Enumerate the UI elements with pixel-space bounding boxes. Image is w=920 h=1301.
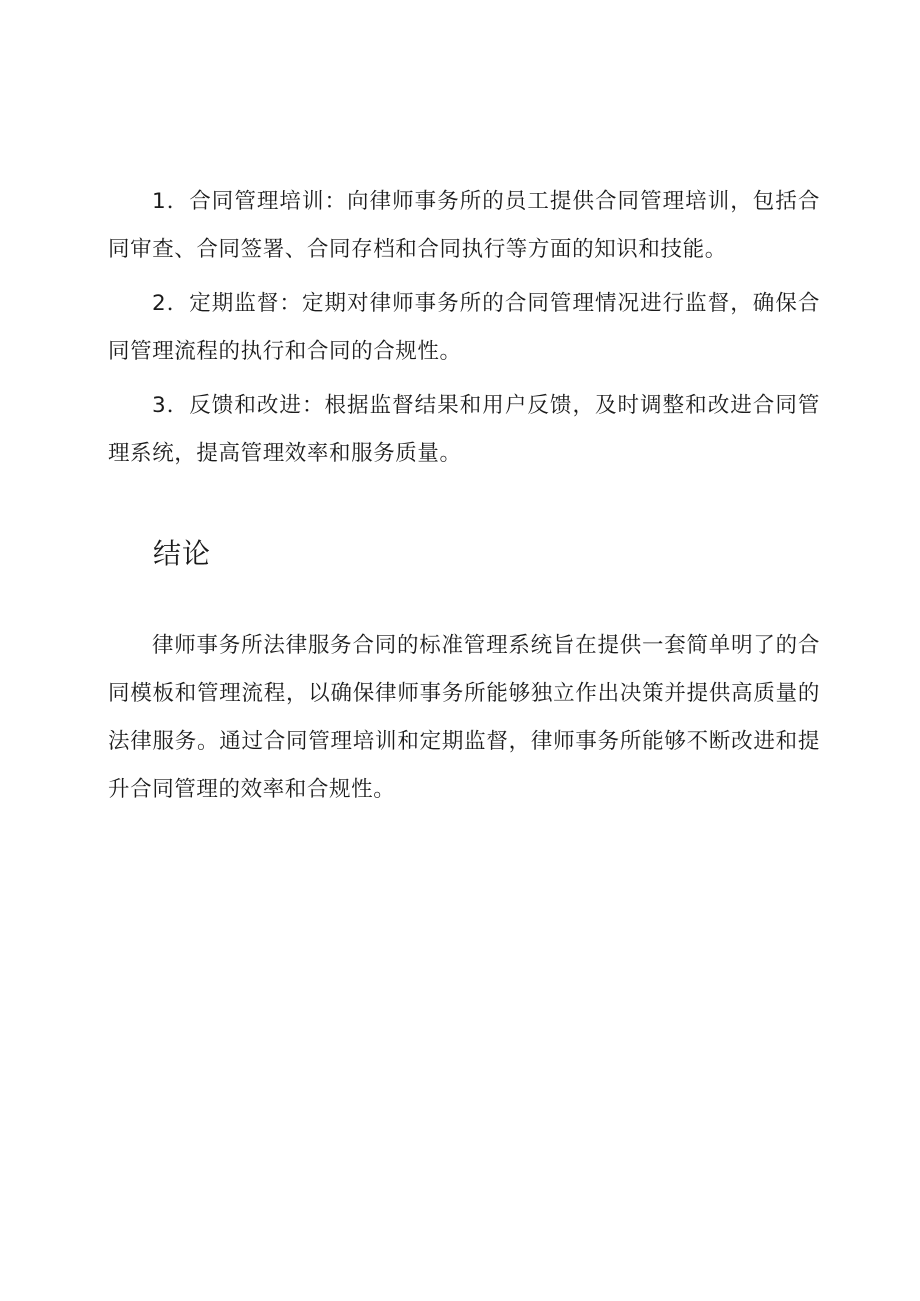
list-item: 2．定期监督：定期对律师事务所的合同管理情况进行监督，确保合同管理流程的执行和合同的合规性。 [108,291,820,364]
section-heading-conclusion: 结论 [153,537,212,570]
list-item: 3．反馈和改进：根据监督结果和用户反馈，及时调整和改进合同管理系统，提高管理效率和服务质量。 [108,393,820,466]
conclusion-paragraph: 律师事务所法律服务合同的标准管理系统旨在提供一套简单明了的合同模板和管理流程，以确保律师事务所能够独立作出决策并提供高质量的法律服务。通过合同管理培训和定期监督，律师事务所能够不断改进和提升合同管理的效率和合规性。 [108,633,820,802]
list-item: 1．合同管理培训：向律师事务所的员工提供合同管理培训，包括合同审查、合同签署、合同存档和合同执行等方面的知识和技能。 [108,189,820,262]
numbered-list [108,178,820,484]
